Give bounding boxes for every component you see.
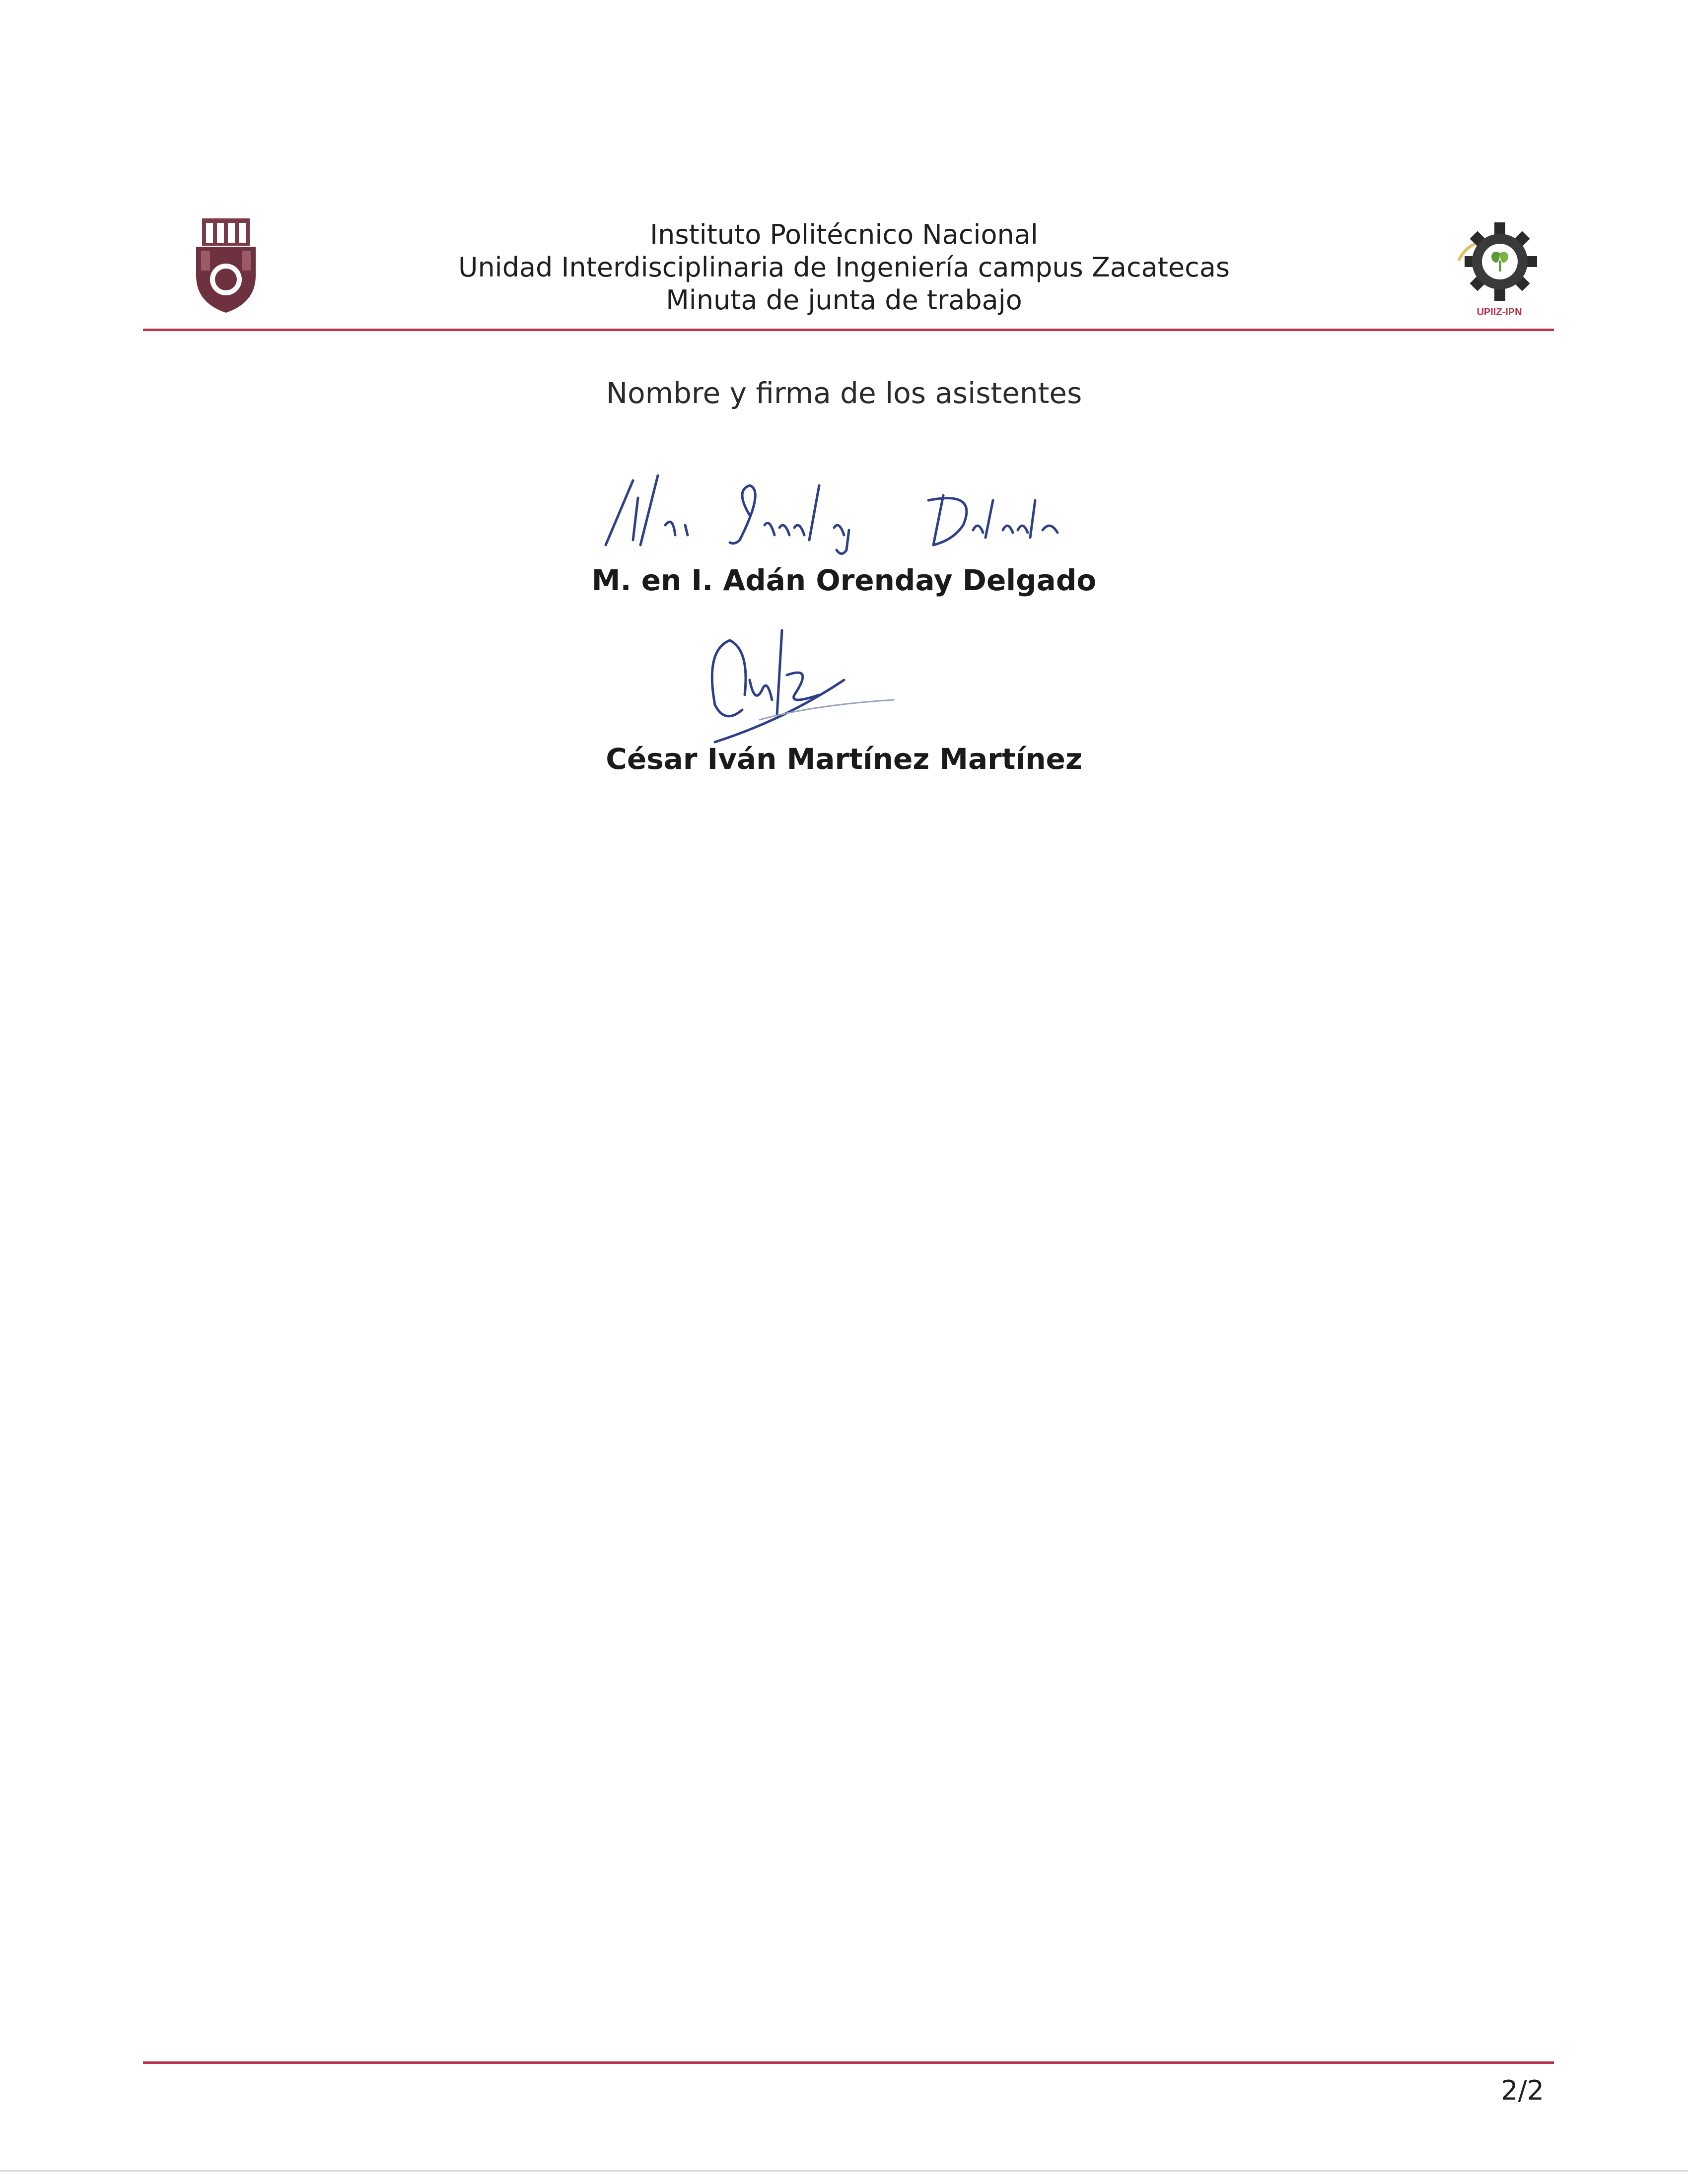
footer-divider <box>143 2061 1554 2064</box>
ipn-shield-logo <box>191 216 261 315</box>
upiiz-gear-logo <box>1445 213 1554 323</box>
attendee-name-1: M. en I. Adán Orenday Delgado <box>591 563 1097 597</box>
institution-name: Instituto Politécnico Nacional <box>650 219 1038 250</box>
unit-name: Unidad Interdisciplinaria de Ingeniería campus Zacatecas <box>458 252 1230 283</box>
attendee-name-2: César Iván Martínez Martínez <box>606 742 1082 776</box>
document-type: Minuta de junta de trabajo <box>666 284 1022 316</box>
header-divider <box>143 329 1554 331</box>
upiiz-logo-caption: UPIIZ-IPN <box>1477 307 1522 318</box>
section-title: Nombre y firma de los asistentes <box>606 376 1082 410</box>
document-header <box>348 218 1340 317</box>
page-number: 2/2 <box>1501 2075 1544 2106</box>
signature-2 <box>695 620 904 750</box>
signature-1 <box>586 471 1107 570</box>
scan-edge-line <box>0 2170 1688 2172</box>
